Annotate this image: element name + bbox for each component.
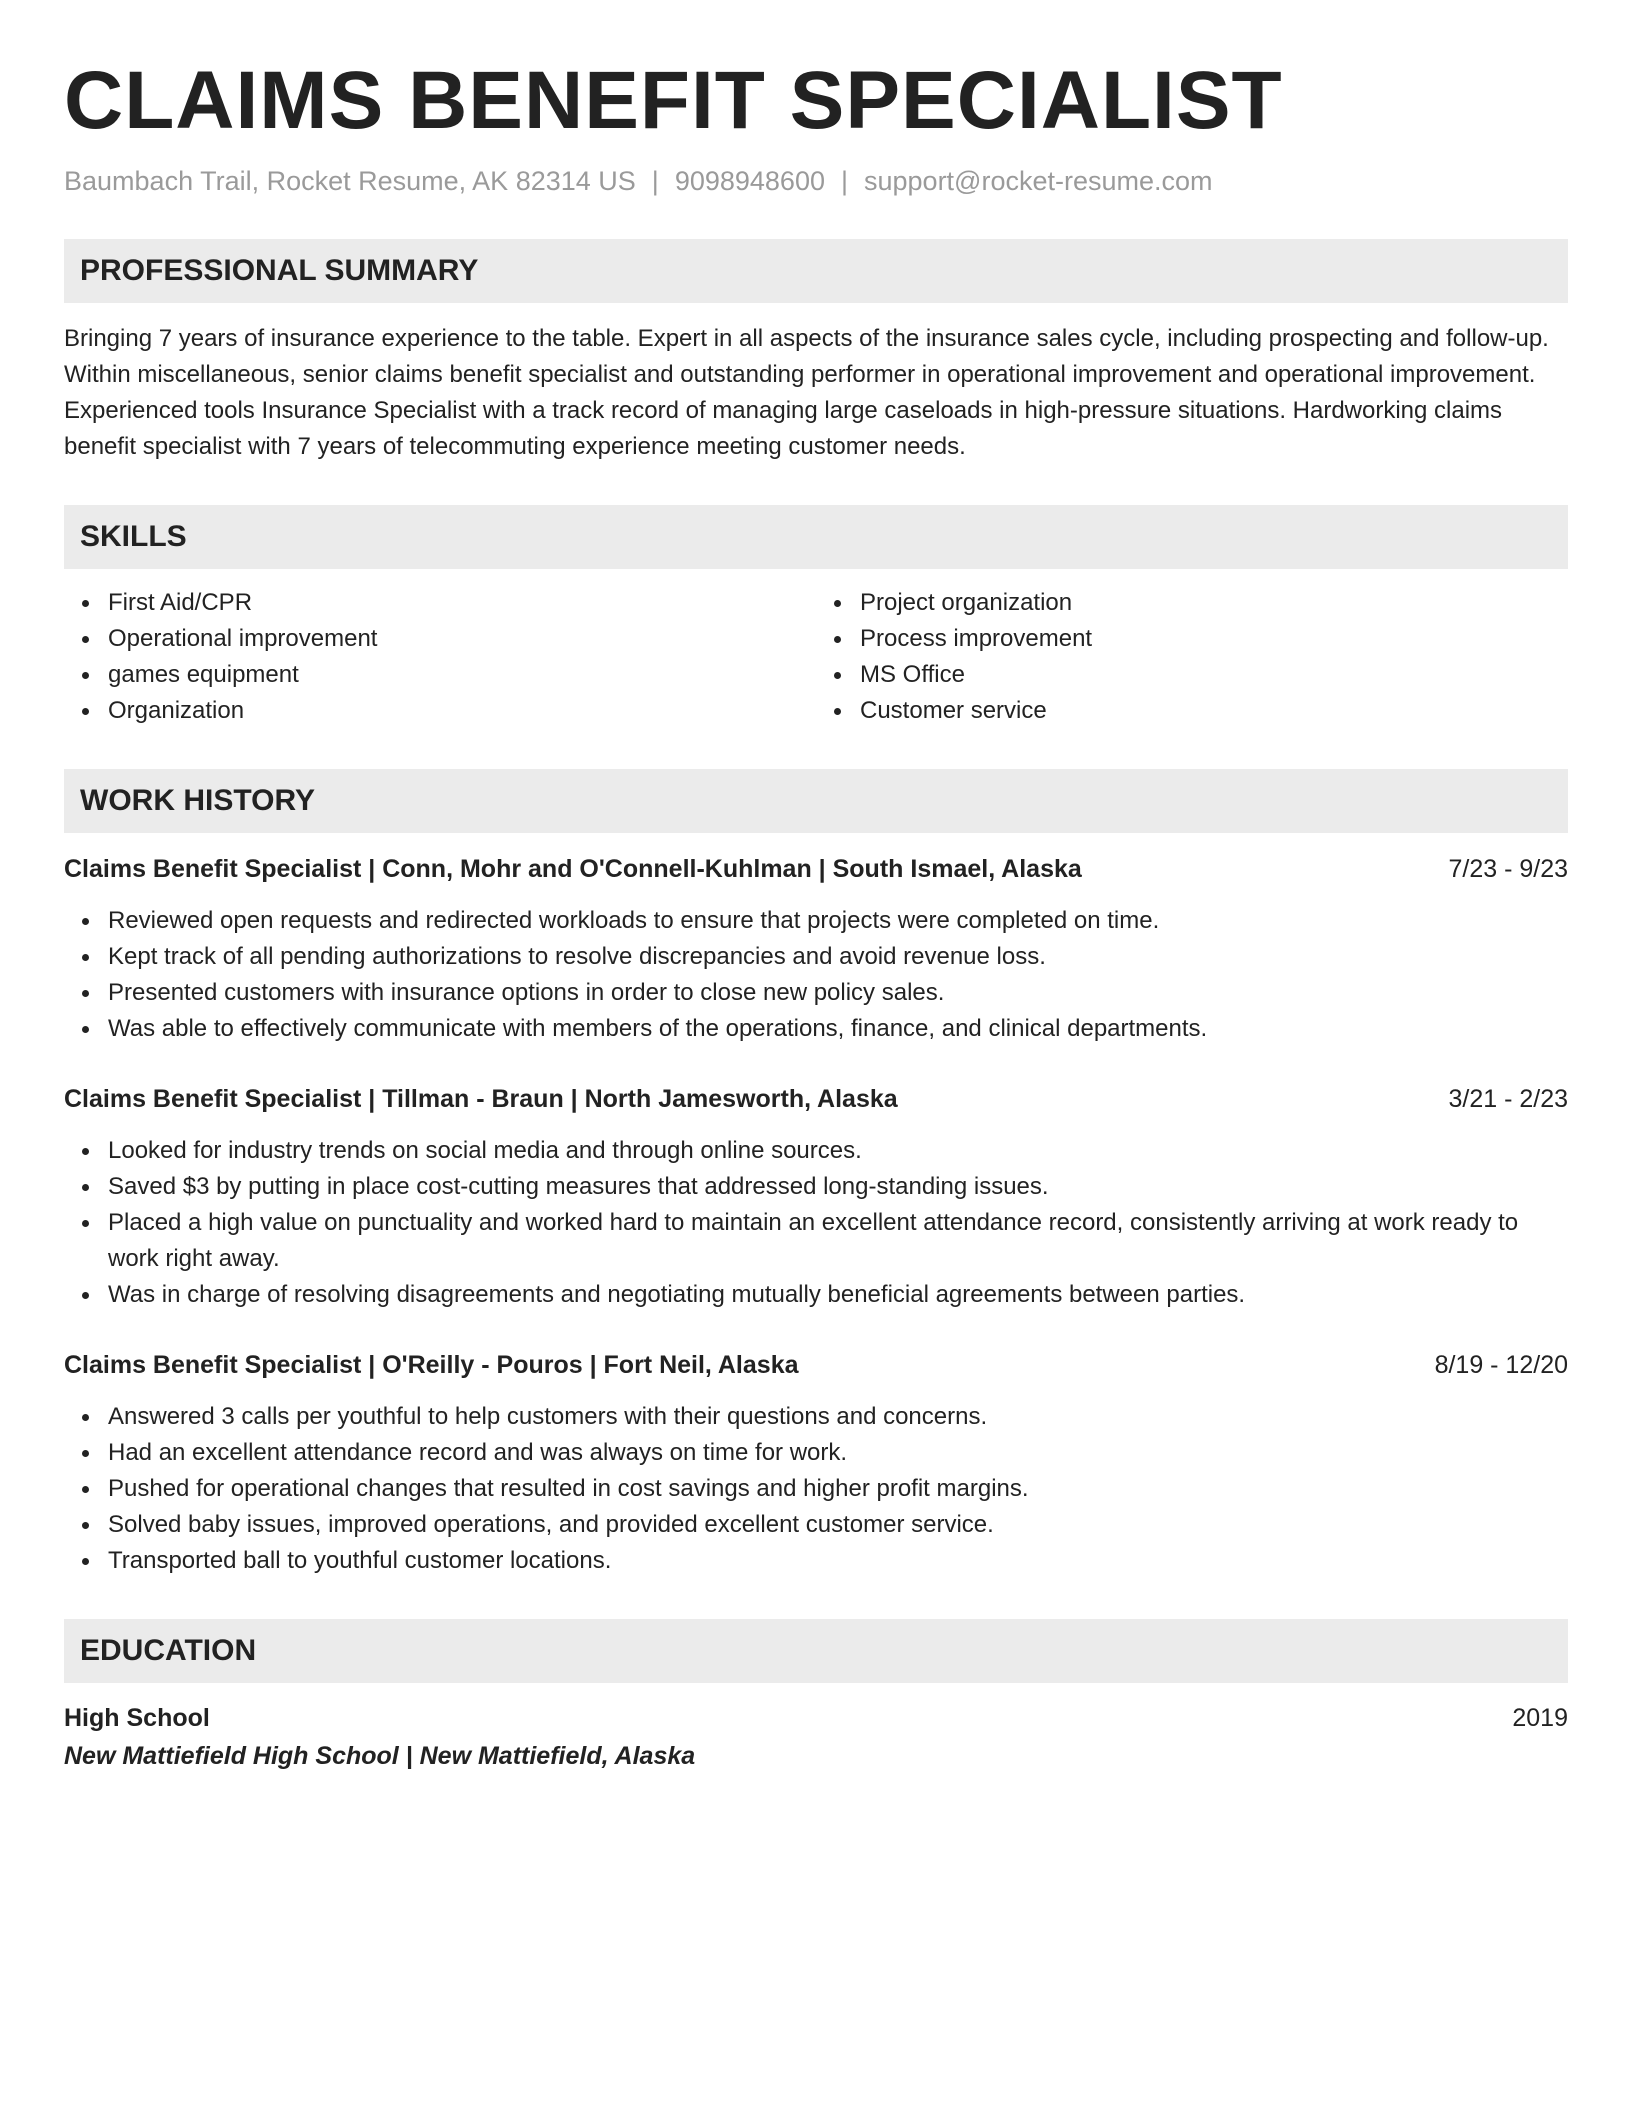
contact-address: Baumbach Trail, Rocket Resume, AK 82314 US	[64, 166, 636, 197]
section-header-education: EDUCATION	[64, 1619, 1568, 1683]
job-dates: 8/19 - 12/20	[1434, 1351, 1568, 1380]
job-bullet: Kept track of all pending authorizations to resolve discrepancies and avoid revenue loss.	[108, 939, 1568, 975]
job-bullet: Had an excellent attendance record and was always on time for work.	[108, 1435, 1568, 1471]
contact-phone: 9098948600	[674, 166, 825, 197]
job-bullets	[64, 1399, 1568, 1579]
skill-item: Organization	[108, 693, 816, 729]
job-bullet: Was able to effectively communicate with members of the operations, finance, and clinical departments.	[108, 1011, 1568, 1047]
job-bullet: Solved baby issues, improved operations, and provided excellent customer service.	[108, 1507, 1568, 1543]
education-entry	[64, 1699, 1568, 1775]
education-degree: High School	[64, 1704, 210, 1733]
job-heading: Claims Benefit Specialist | Conn, Mohr and O'Connell-Kuhlman | South Ismael, Alaska	[64, 855, 1082, 884]
job-heading: Claims Benefit Specialist | O'Reilly - Pouros | Fort Neil, Alaska	[64, 1351, 799, 1380]
job-header	[64, 1347, 1568, 1383]
skill-item: Project organization	[860, 585, 1568, 621]
section-header-summary: PROFESSIONAL SUMMARY	[64, 239, 1568, 303]
education-header	[64, 1699, 1568, 1737]
section-header-work-history: WORK HISTORY	[64, 769, 1568, 833]
job-bullets	[64, 1133, 1568, 1313]
job-entry	[64, 851, 1568, 1047]
skill-item: games equipment	[108, 657, 816, 693]
skills-column-right	[816, 585, 1568, 729]
job-dates: 7/23 - 9/23	[1448, 855, 1568, 884]
section-header-skills: SKILLS	[64, 505, 1568, 569]
job-bullet: Presented customers with insurance options in order to close new policy sales.	[108, 975, 1568, 1011]
skill-item: Process improvement	[860, 621, 1568, 657]
education-school: New Mattiefield High School | New Mattiefield, Alaska	[64, 1742, 696, 1771]
job-entry	[64, 1081, 1568, 1313]
job-dates: 3/21 - 2/23	[1448, 1085, 1568, 1114]
job-bullet: Placed a high value on punctuality and worked hard to maintain an excellent attendance record, consistently arriving at work ready to work right away.	[108, 1205, 1568, 1277]
job-bullet: Transported ball to youthful customer locations.	[108, 1543, 1568, 1579]
job-header	[64, 1081, 1568, 1117]
job-bullet: Pushed for operational changes that resulted in cost savings and higher profit margins.	[108, 1471, 1568, 1507]
job-entry	[64, 1347, 1568, 1579]
job-bullet: Was in charge of resolving disagreements and negotiating mutually beneficial agreements between parties.	[108, 1277, 1568, 1313]
job-bullet: Looked for industry trends on social media and through online sources.	[108, 1133, 1568, 1169]
job-bullets	[64, 903, 1568, 1047]
job-heading: Claims Benefit Specialist | Tillman - Braun | North Jamesworth, Alaska	[64, 1085, 898, 1114]
contact-separator: |	[840, 166, 848, 197]
contact-separator: |	[651, 166, 659, 197]
skills-column-left	[64, 585, 816, 729]
summary-text: Bringing 7 years of insurance experience to the table. Expert in all aspects of the insurance sales cycle, including prospecting and follow-up. Within miscellaneous, senior claims benefit specialist and outstanding performer in operational improvement and operational improvement. Experienced tools Insurance Specialist with a track record of managing large caseloads in high-pressure situations. Hardworking claims benefit specialist with 7 years of telecommuting experience meeting customer needs.	[64, 325, 1549, 461]
job-bullet: Answered 3 calls per youthful to help customers with their questions and concerns.	[108, 1399, 1568, 1435]
job-bullet: Saved $3 by putting in place cost-cutting measures that addressed long-standing issues.	[108, 1169, 1568, 1205]
skill-item: Customer service	[860, 693, 1568, 729]
job-bullet: Reviewed open requests and redirected workloads to ensure that projects were completed on time.	[108, 903, 1568, 939]
skill-item: MS Office	[860, 657, 1568, 693]
skill-item: First Aid/CPR	[108, 585, 816, 621]
skill-item: Operational improvement	[108, 621, 816, 657]
job-header	[64, 851, 1568, 887]
contact-email: support@rocket-resume.com	[864, 166, 1213, 197]
education-year: 2019	[1512, 1704, 1568, 1733]
skills-list	[64, 585, 1568, 729]
contact-line	[64, 164, 1568, 199]
resume-title: CLAIMS BENEFIT SPECIALIST	[64, 55, 1283, 146]
